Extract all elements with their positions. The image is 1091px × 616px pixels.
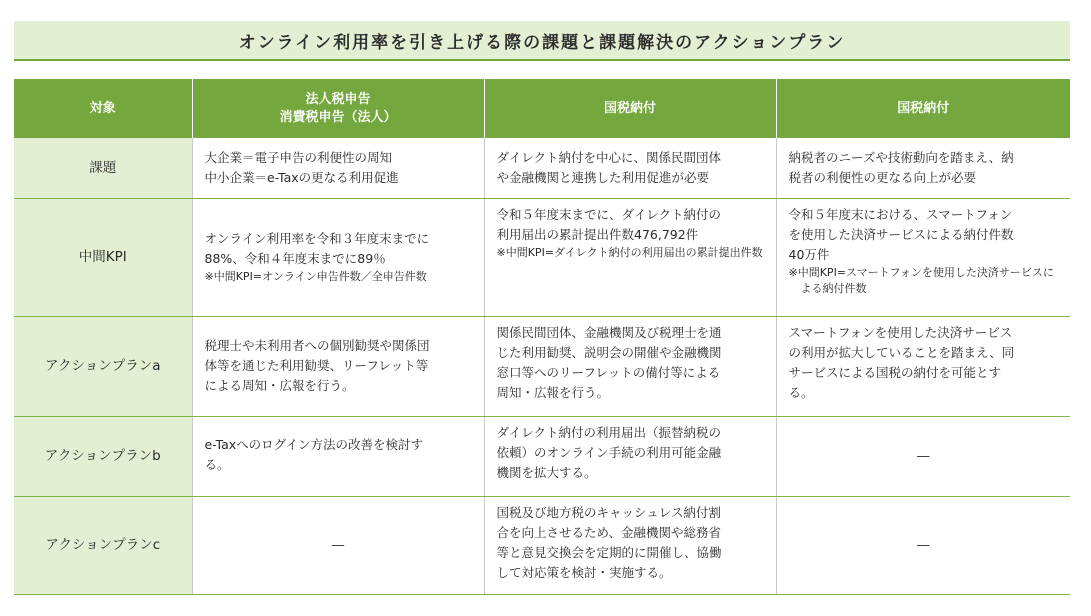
header-national-tax-payment-1: 国税納付	[484, 79, 776, 138]
row-action-plan-a-col1	[192, 316, 484, 416]
cell-text: 令和５年度末における、スマートフォン	[788, 206, 1013, 222]
header-corporate-tax	[192, 79, 484, 138]
header-target: 対象	[14, 79, 192, 138]
cell-note: ※中間KPI=ダイレクト納付の利用届出の累計提出件数	[496, 245, 763, 259]
cell-text: 周知・広報を行う。	[496, 384, 610, 400]
cell-text: 合を向上させるため、金融機関や総務省	[496, 524, 722, 540]
row-action-plan-c-col3: ―	[776, 496, 1070, 594]
cell-text: 税者の利便性の更なる向上が必要	[788, 169, 977, 185]
row-action-plan-a-col2	[484, 316, 776, 416]
cell-text: 中小企業＝e-Taxの更なる利用促進	[204, 169, 399, 185]
cell-note: ※中間KPI=オンライン申告件数／全申告件数	[204, 270, 427, 283]
cell-text: 等と意見交換会を定期的に開催し、協働	[496, 544, 722, 560]
cell-text: の利用が拡大していることを踏まえ、同	[788, 344, 1015, 360]
cell-text: 納税者のニーズや技術動向を踏まえ、納	[788, 149, 1014, 165]
row-action-plan-a	[14, 316, 1070, 416]
row-issue-col2	[484, 138, 776, 198]
row-action-plan-b-col3: ―	[776, 416, 1070, 496]
row-action-plan-b	[14, 416, 1070, 496]
row-kpi	[14, 198, 1070, 316]
header-corporate-tax-line2: 消費税申告（法人）	[279, 109, 397, 125]
cell-text: 機関を拡大する。	[496, 464, 597, 480]
row-action-plan-b-col1	[192, 416, 484, 496]
row-kpi-col2	[484, 198, 776, 316]
row-issue-col3	[776, 138, 1070, 198]
header-national-tax-payment-2: 国税納付	[776, 79, 1070, 138]
row-issue-label: 課題	[14, 138, 192, 198]
row-issue	[14, 138, 1070, 198]
cell-text: 大企業＝電子申告の利便性の周知	[204, 149, 393, 165]
cell-text: 依頼）のオンライン手続の利用可能金融	[496, 444, 722, 460]
cell-text: 利用届出の累計提出件数476,792件	[496, 226, 699, 242]
cell-text: 国税及び地方税のキャッシュレス納付割	[496, 504, 721, 520]
cell-text: 窓口等へのリーフレットの備付等による	[496, 364, 721, 380]
row-action-plan-c	[14, 496, 1070, 594]
page-title: オンライン利用率を引き上げる際の課題と課題解決のアクションプラン	[14, 21, 1070, 61]
cell-text: る。	[204, 456, 230, 472]
row-action-plan-b-label: アクションプランb	[14, 416, 192, 496]
row-kpi-col3	[776, 198, 1070, 316]
row-action-plan-c-label: アクションプランc	[14, 496, 192, 594]
cell-text: して対応策を検討・実施する。	[496, 564, 672, 580]
cell-text: 体等を通じた利用勧奨、リーフレット等	[204, 358, 429, 373]
row-action-plan-c-col1: ―	[192, 496, 484, 594]
cell-text: 40万件	[788, 246, 830, 262]
cell-text: サービスによる国税の納付を可能とす	[788, 364, 1002, 380]
cell-text: や金融機関と連携した利用促進が必要	[496, 169, 710, 185]
row-issue-col1	[192, 138, 484, 198]
cell-text: ダイレクト納付を中心に、関係民間団体	[496, 149, 722, 165]
cell-text: 令和５年度末までに、ダイレクト納付の	[496, 206, 722, 222]
row-action-plan-a-label: アクションプランa	[14, 316, 192, 416]
action-plan-table	[14, 79, 1070, 595]
cell-text: による周知・広報を行う。	[204, 378, 355, 393]
header-row	[14, 79, 1070, 138]
cell-text: 88%、令和４年度末までに89％	[204, 251, 386, 266]
cell-text: る。	[788, 384, 814, 400]
cell-text: を使用した決済サービスによる納付件数	[788, 226, 1014, 242]
cell-text: 税理士や未利用者への個別勧奨や関係団	[204, 338, 430, 353]
cell-text: ダイレクト納付の利用届出（振替納税の	[496, 424, 722, 440]
row-action-plan-c-col2	[484, 496, 776, 594]
cell-text: スマートフォンを使用した決済サービス	[788, 324, 1013, 340]
cell-text: 関係民間団体、金融機関及び税理士を通	[496, 324, 722, 340]
cell-note: ※中間KPI=スマートフォンを使用した決済サービスによる納付件数	[788, 265, 1054, 295]
cell-text: e-Taxへのログイン方法の改善を検討す	[204, 436, 424, 452]
cell-text: オンライン利用率を令和３年度末までに	[204, 231, 430, 246]
row-action-plan-a-col3	[776, 316, 1070, 416]
row-kpi-col1	[192, 198, 484, 316]
row-action-plan-b-col2	[484, 416, 776, 496]
cell-text: じた利用勧奨、説明会の開催や金融機関	[496, 344, 722, 360]
row-kpi-label: 中間KPI	[14, 198, 192, 316]
header-corporate-tax-line1: 法人税申告	[305, 91, 371, 107]
